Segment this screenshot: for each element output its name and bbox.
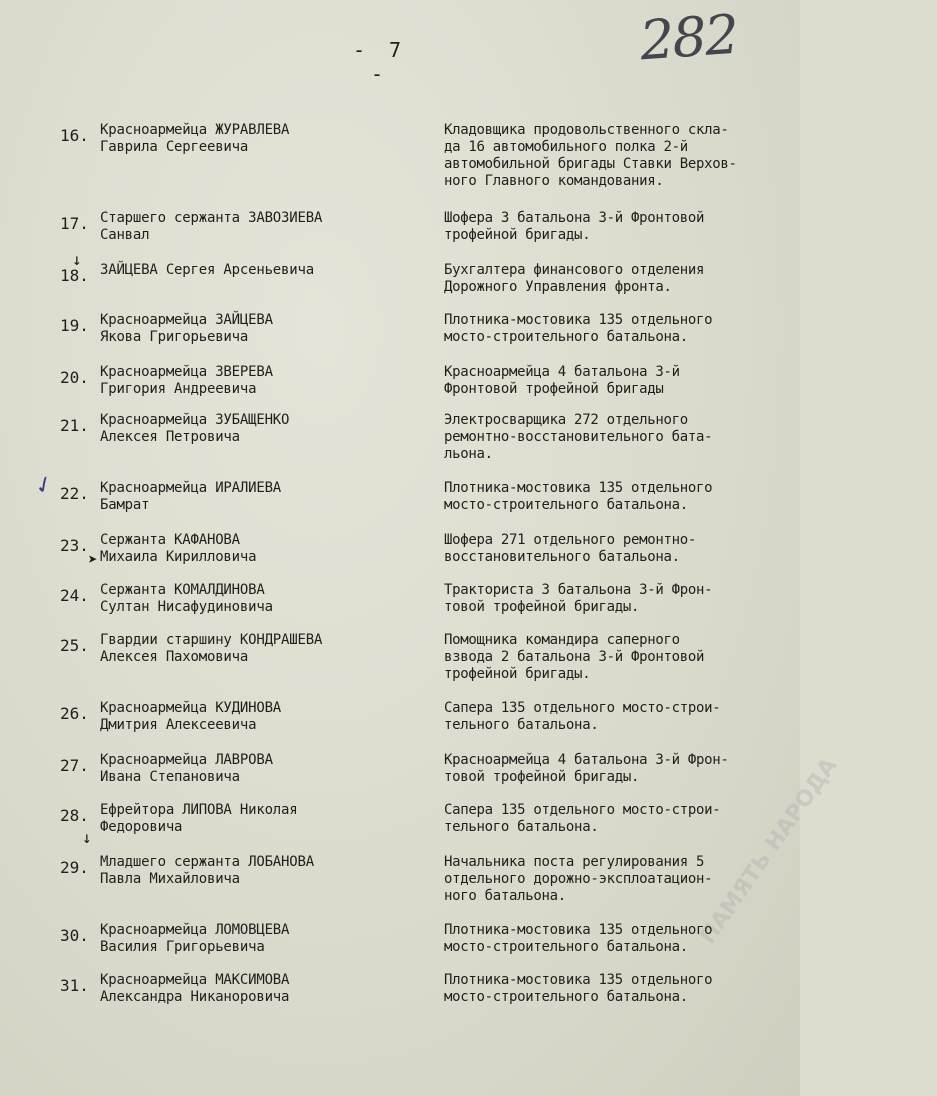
position-description-line: Тракториста 3 батальона 3-й Фрон- bbox=[444, 582, 713, 598]
person-name-line: Красноармейца ЛОМОВЦЕВА bbox=[100, 922, 290, 938]
person-name-line: Красноармейца ЖУРАВЛЕВА bbox=[100, 122, 290, 138]
person-name-line: Гаврила Сергеевича bbox=[100, 139, 249, 155]
person-name-line: Павла Михайловича bbox=[100, 871, 240, 887]
position-description-line: Фронтовой трофейной бригады bbox=[444, 381, 664, 397]
person-name bbox=[100, 480, 430, 514]
person-name-line: Красноармейца ЗВЕРЕВА bbox=[100, 364, 273, 380]
person-name bbox=[100, 922, 430, 956]
position-description-line: Помощника командира саперного bbox=[444, 632, 680, 648]
position-description-line: тельного батальона. bbox=[444, 819, 599, 835]
position-description bbox=[444, 922, 796, 956]
person-name bbox=[100, 854, 430, 888]
person-name bbox=[100, 364, 430, 398]
entry-number: 20. bbox=[60, 368, 89, 387]
position-description-line: мосто-строительного батальона. bbox=[444, 989, 688, 1005]
person-name-line: Красноармейца ЛАВРОВА bbox=[100, 752, 273, 768]
person-name bbox=[100, 972, 430, 1006]
person-name-line: Александра Никаноровича bbox=[100, 989, 290, 1005]
position-description-line: Электросварщика 272 отдельного bbox=[444, 412, 688, 428]
position-description bbox=[444, 700, 796, 734]
position-description bbox=[444, 210, 796, 244]
person-name-line: Сержанта КАФАНОВА bbox=[100, 532, 240, 548]
person-name-line: Федоровича bbox=[100, 819, 183, 835]
entry-number: 31. bbox=[60, 976, 89, 995]
person-name-line: Гвардии старшину КОНДРАШЕВА bbox=[100, 632, 323, 648]
position-description-line: Красноармейца 4 батальона 3-й bbox=[444, 364, 680, 380]
position-description-line: автомобильной бригады Ставки Верхов- bbox=[444, 156, 737, 172]
entry-number: 29. bbox=[60, 858, 89, 877]
position-description-line: Плотника-мостовика 135 отдельного bbox=[444, 312, 713, 328]
person-name bbox=[100, 210, 430, 244]
position-description-line: льона. bbox=[444, 446, 493, 462]
position-description-line: Плотника-мостовика 135 отдельного bbox=[444, 922, 713, 938]
position-description bbox=[444, 582, 796, 616]
position-description bbox=[444, 122, 796, 190]
position-description bbox=[444, 262, 796, 296]
position-description-line: взвода 2 батальона 3-й Фронтовой bbox=[444, 649, 705, 665]
position-description-line: отдельного дорожно-эксплоатацион- bbox=[444, 871, 713, 887]
position-description-line: Дорожного Управления фронта. bbox=[444, 279, 672, 295]
entry-number: 22. bbox=[60, 484, 89, 503]
position-description-line: Сапера 135 отдельного мосто-строи- bbox=[444, 802, 721, 818]
entry-number: 19. bbox=[60, 316, 89, 335]
position-description-line: мосто-строительного батальона. bbox=[444, 497, 688, 513]
arrow-marker-icon: ➤ bbox=[88, 550, 98, 569]
page-number: - 7 - bbox=[352, 38, 408, 86]
person-name bbox=[100, 262, 430, 279]
position-description-line: мосто-строительного батальона. bbox=[444, 329, 688, 345]
position-description bbox=[444, 752, 796, 786]
person-name bbox=[100, 700, 430, 734]
person-name-line: Михаила Кирилловича bbox=[100, 549, 257, 565]
position-description-line: Кладовщика продовольственного скла- bbox=[444, 122, 729, 138]
position-description-line: Начальника поста регулирования 5 bbox=[444, 854, 705, 870]
entry-number: 27. bbox=[60, 756, 89, 775]
person-name-line: Санвал bbox=[100, 227, 150, 243]
position-description bbox=[444, 802, 796, 836]
position-description-line: ного батальона. bbox=[444, 888, 566, 904]
person-name bbox=[100, 582, 430, 616]
position-description-line: Плотника-мостовика 135 отдельного bbox=[444, 972, 713, 988]
position-description bbox=[444, 312, 796, 346]
position-description bbox=[444, 972, 796, 1006]
person-name-line: Ефрейтора ЛИПОВА Николая bbox=[100, 802, 298, 818]
person-name bbox=[100, 802, 430, 836]
entry-number: 26. bbox=[60, 704, 89, 723]
entry-number: 17. bbox=[60, 214, 89, 233]
position-description bbox=[444, 364, 796, 398]
position-description-line: тельного батальона. bbox=[444, 717, 599, 733]
position-description bbox=[444, 632, 796, 683]
position-description bbox=[444, 412, 796, 463]
entry-number: 30. bbox=[60, 926, 89, 945]
watermark: ПАМЯТЬ НАРОДА bbox=[695, 753, 843, 949]
person-name-line: Сержанта КОМАЛДИНОВА bbox=[100, 582, 265, 598]
position-description-line: товой трофейной бригады. bbox=[444, 599, 640, 615]
entry-number: 18. bbox=[60, 266, 89, 285]
person-name-line: Красноармейца КУДИНОВА bbox=[100, 700, 282, 716]
arrow-marker-icon: ↓ bbox=[82, 828, 92, 847]
person-name-line: Красноармейца ЗАЙЦЕВА bbox=[100, 312, 273, 328]
handwritten-archive-number: 282 bbox=[637, 2, 740, 73]
position-description-line: трофейной бригады. bbox=[444, 666, 591, 682]
person-name bbox=[100, 312, 430, 346]
position-description-line: Шофера 271 отдельного ремонтно- bbox=[444, 532, 696, 548]
position-description-line: ного Главного командования. bbox=[444, 173, 664, 189]
person-name-line: Султан Нисафудиновича bbox=[100, 599, 273, 615]
entry-number: 24. bbox=[60, 586, 89, 605]
person-name-line: Младшего сержанта ЛОБАНОВА bbox=[100, 854, 314, 870]
position-description-line: Плотника-мостовика 135 отдельного bbox=[444, 480, 713, 496]
person-name bbox=[100, 632, 430, 666]
position-description-line: Бухгалтера финансового отделения bbox=[444, 262, 705, 278]
entry-number: 21. bbox=[60, 416, 89, 435]
person-name-line: Дмитрия Алексеевича bbox=[100, 717, 257, 733]
person-name-line: Григория Андреевича bbox=[100, 381, 257, 397]
person-name-line: Алексея Пахомовича bbox=[100, 649, 249, 665]
person-name bbox=[100, 122, 430, 156]
person-name-line: Старшего сержанта ЗАВОЗИЕВА bbox=[100, 210, 323, 226]
entry-number: 23. bbox=[60, 536, 89, 555]
person-name bbox=[100, 412, 430, 446]
position-description-line: да 16 автомобильного полка 2-й bbox=[444, 139, 688, 155]
position-description bbox=[444, 480, 796, 514]
person-name-line: Алексея Петровича bbox=[100, 429, 240, 445]
entry-number: 25. bbox=[60, 636, 89, 655]
person-name-line: Якова Григорьевича bbox=[100, 329, 249, 345]
person-name-line: ЗАЙЦЕВА Сергея Арсеньевича bbox=[100, 262, 314, 278]
position-description-line: Шофера 3 батальона 3-й Фронтовой bbox=[444, 210, 705, 226]
position-description-line: товой трофейной бригады. bbox=[444, 769, 640, 785]
position-description-line: мосто-строительного батальона. bbox=[444, 939, 688, 955]
entry-number: 28. bbox=[60, 806, 89, 825]
person-name bbox=[100, 752, 430, 786]
position-description-line: восстановительного батальона. bbox=[444, 549, 680, 565]
person-name bbox=[100, 532, 430, 566]
position-description-line: трофейной бригады. bbox=[444, 227, 591, 243]
check-mark-icon: ✓ bbox=[30, 468, 58, 502]
person-name-line: Бамрат bbox=[100, 497, 150, 513]
person-name-line: Василия Григорьевича bbox=[100, 939, 265, 955]
person-name-line: Красноармейца ИРАЛИЕВА bbox=[100, 480, 282, 496]
position-description-line: Красноармейца 4 батальона 3-й Фрон- bbox=[444, 752, 729, 768]
person-name-line: Ивана Степановича bbox=[100, 769, 240, 785]
position-description bbox=[444, 854, 796, 905]
person-name-line: Красноармейца ЗУБАЩЕНКО bbox=[100, 412, 290, 428]
position-description bbox=[444, 532, 796, 566]
position-description-line: ремонтно-восстановительного бата- bbox=[444, 429, 713, 445]
position-description-line: Сапера 135 отдельного мосто-строи- bbox=[444, 700, 721, 716]
person-name-line: Красноармейца МАКСИМОВА bbox=[100, 972, 290, 988]
entry-number: 16. bbox=[60, 126, 89, 145]
arrow-marker-icon: ↓ bbox=[72, 250, 82, 269]
